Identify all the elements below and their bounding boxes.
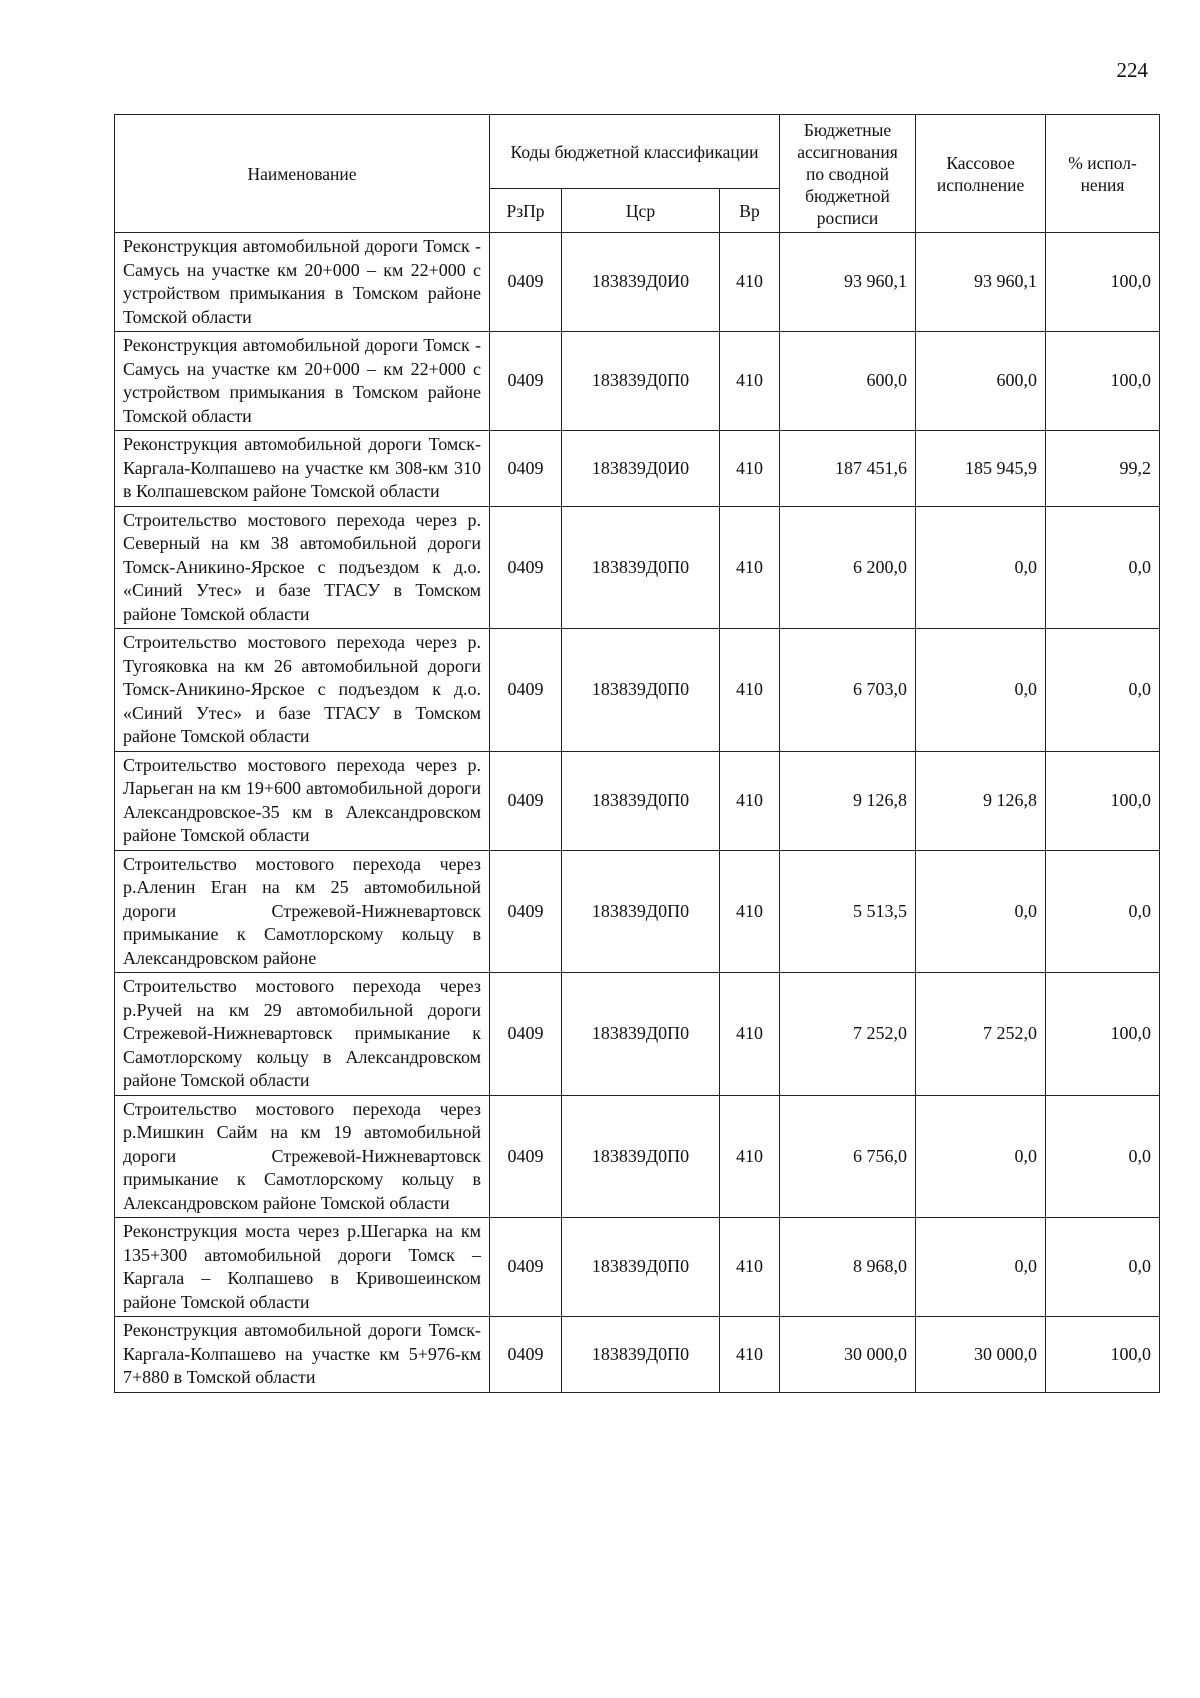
row-name: Строительство мостового перехода через р.Аленин Еган на км 25 автомобильной дороги Стрежевой-Нижневартовск примыкание к Самотлорскому кольцу в Александровском районе (115, 850, 490, 973)
row-vr: 410 (720, 233, 780, 332)
row-rzpr: 0409 (490, 431, 562, 507)
header-csr: Цср (562, 189, 720, 233)
row-vr: 410 (720, 431, 780, 507)
row-cash: 185 945,9 (916, 431, 1046, 507)
row-percent: 100,0 (1046, 332, 1160, 431)
row-name: Реконструкция автомобильной дороги Томск-Каргала-Колпашево на участке км 308-км 310 в Колпашевском районе Томской области (115, 431, 490, 507)
header-percent: % испол-нения (1046, 115, 1160, 233)
row-percent: 100,0 (1046, 1317, 1160, 1393)
row-csr: 183839Д0П0 (562, 629, 720, 752)
row-vr: 410 (720, 751, 780, 850)
row-rzpr: 0409 (490, 233, 562, 332)
row-name: Строительство мостового перехода через р. Северный на км 38 автомобильной дороги Томск-Аникино-Ярское с подъездом к д.о. «Синий Утес» и базе ТГАСУ в Томском районе Томской области (115, 506, 490, 629)
row-cash: 0,0 (916, 1218, 1046, 1317)
table-row (115, 629, 1160, 752)
row-vr: 410 (720, 973, 780, 1096)
row-name: Реконструкция автомобильной дороги Томск - Самусь на участке км 20+000 – км 22+000 с устройством примыкания в Томском районе Томской области (115, 233, 490, 332)
row-rzpr: 0409 (490, 629, 562, 752)
row-percent: 100,0 (1046, 233, 1160, 332)
row-vr: 410 (720, 1218, 780, 1317)
table-row (115, 850, 1160, 973)
row-percent: 100,0 (1046, 751, 1160, 850)
row-budget: 8 968,0 (780, 1218, 916, 1317)
row-vr: 410 (720, 332, 780, 431)
row-budget: 7 252,0 (780, 973, 916, 1096)
row-vr: 410 (720, 1095, 780, 1218)
row-cash: 0,0 (916, 1095, 1046, 1218)
row-csr: 183839Д0П0 (562, 1317, 720, 1393)
row-name: Строительство мостового перехода через р.Ручей на км 29 автомобильной дороги Стрежевой-Нижневартовск примыкание к Самотлорскому кольцу в Александровском районе Томской области (115, 973, 490, 1096)
row-vr: 410 (720, 506, 780, 629)
row-cash: 30 000,0 (916, 1317, 1046, 1393)
header-rzpr: РзПр (490, 189, 562, 233)
row-rzpr: 0409 (490, 973, 562, 1096)
row-csr: 183839Д0И0 (562, 233, 720, 332)
row-percent: 99,2 (1046, 431, 1160, 507)
row-rzpr: 0409 (490, 751, 562, 850)
row-rzpr: 0409 (490, 1317, 562, 1393)
row-budget: 6 703,0 (780, 629, 916, 752)
row-cash: 7 252,0 (916, 973, 1046, 1096)
table-body (115, 233, 1160, 1393)
row-rzpr: 0409 (490, 332, 562, 431)
row-csr: 183839Д0П0 (562, 332, 720, 431)
row-vr: 410 (720, 629, 780, 752)
row-name: Реконструкция автомобильной дороги Томск - Самусь на участке км 20+000 – км 22+000 с устройством примыкания в Томском районе Томской области (115, 332, 490, 431)
table-row (115, 233, 1160, 332)
page-number: 224 (1116, 58, 1148, 82)
table-row (115, 431, 1160, 507)
header-cash: Кассовое исполнение (916, 115, 1046, 233)
row-csr: 183839Д0П0 (562, 506, 720, 629)
row-percent: 0,0 (1046, 506, 1160, 629)
row-vr: 410 (720, 1317, 780, 1393)
header-codes: Коды бюджетной классификации (490, 115, 780, 189)
row-percent: 0,0 (1046, 850, 1160, 973)
row-budget: 600,0 (780, 332, 916, 431)
header-budget: Бюджетные ассигнования по сводной бюджетной росписи (780, 115, 916, 233)
row-rzpr: 0409 (490, 850, 562, 973)
row-name: Строительство мостового перехода через р.Мишкин Сайм на км 19 автомобильной дороги Стрежевой-Нижневартовск примыкание к Самотлорскому кольцу в Александровском районе Томской области (115, 1095, 490, 1218)
table-row (115, 1317, 1160, 1393)
row-cash: 0,0 (916, 850, 1046, 973)
row-rzpr: 0409 (490, 1218, 562, 1317)
row-budget: 9 126,8 (780, 751, 916, 850)
table-row (115, 1218, 1160, 1317)
table-header (115, 115, 1160, 233)
budget-execution-table (114, 114, 1160, 1393)
row-rzpr: 0409 (490, 506, 562, 629)
row-name: Строительство мостового перехода через р. Тугояковка на км 26 автомобильной дороги Томск-Аникино-Ярское с подъездом к д.о. «Синий Утес» и базе ТГАСУ в Томском районе Томской области (115, 629, 490, 752)
row-name: Строительство мостового перехода через р. Ларьеган на км 19+600 автомобильной дороги Александровское-35 км в Александровском районе Томской области (115, 751, 490, 850)
row-csr: 183839Д0П0 (562, 751, 720, 850)
header-vr: Вр (720, 189, 780, 233)
row-percent: 0,0 (1046, 1218, 1160, 1317)
table-row (115, 506, 1160, 629)
row-cash: 0,0 (916, 629, 1046, 752)
table-row (115, 1095, 1160, 1218)
row-name: Реконструкция моста через р.Шегарка на км 135+300 автомобильной дороги Томск – Каргала – Колпашево в Кривошеинском районе Томской области (115, 1218, 490, 1317)
row-budget: 6 756,0 (780, 1095, 916, 1218)
row-cash: 600,0 (916, 332, 1046, 431)
row-cash: 9 126,8 (916, 751, 1046, 850)
row-csr: 183839Д0И0 (562, 431, 720, 507)
row-budget: 5 513,5 (780, 850, 916, 973)
row-budget: 93 960,1 (780, 233, 916, 332)
row-budget: 6 200,0 (780, 506, 916, 629)
row-csr: 183839Д0П0 (562, 973, 720, 1096)
row-cash: 0,0 (916, 506, 1046, 629)
row-budget: 187 451,6 (780, 431, 916, 507)
row-cash: 93 960,1 (916, 233, 1046, 332)
table-row (115, 751, 1160, 850)
row-rzpr: 0409 (490, 1095, 562, 1218)
row-percent: 0,0 (1046, 1095, 1160, 1218)
row-vr: 410 (720, 850, 780, 973)
row-csr: 183839Д0П0 (562, 1218, 720, 1317)
table-row (115, 332, 1160, 431)
row-csr: 183839Д0П0 (562, 1095, 720, 1218)
row-csr: 183839Д0П0 (562, 850, 720, 973)
row-percent: 0,0 (1046, 629, 1160, 752)
row-name: Реконструкция автомобильной дороги Томск-Каргала-Колпашево на участке км 5+976-км 7+880 в Томской области (115, 1317, 490, 1393)
row-percent: 100,0 (1046, 973, 1160, 1096)
row-budget: 30 000,0 (780, 1317, 916, 1393)
header-name: Наименование (115, 115, 490, 233)
table-row (115, 973, 1160, 1096)
